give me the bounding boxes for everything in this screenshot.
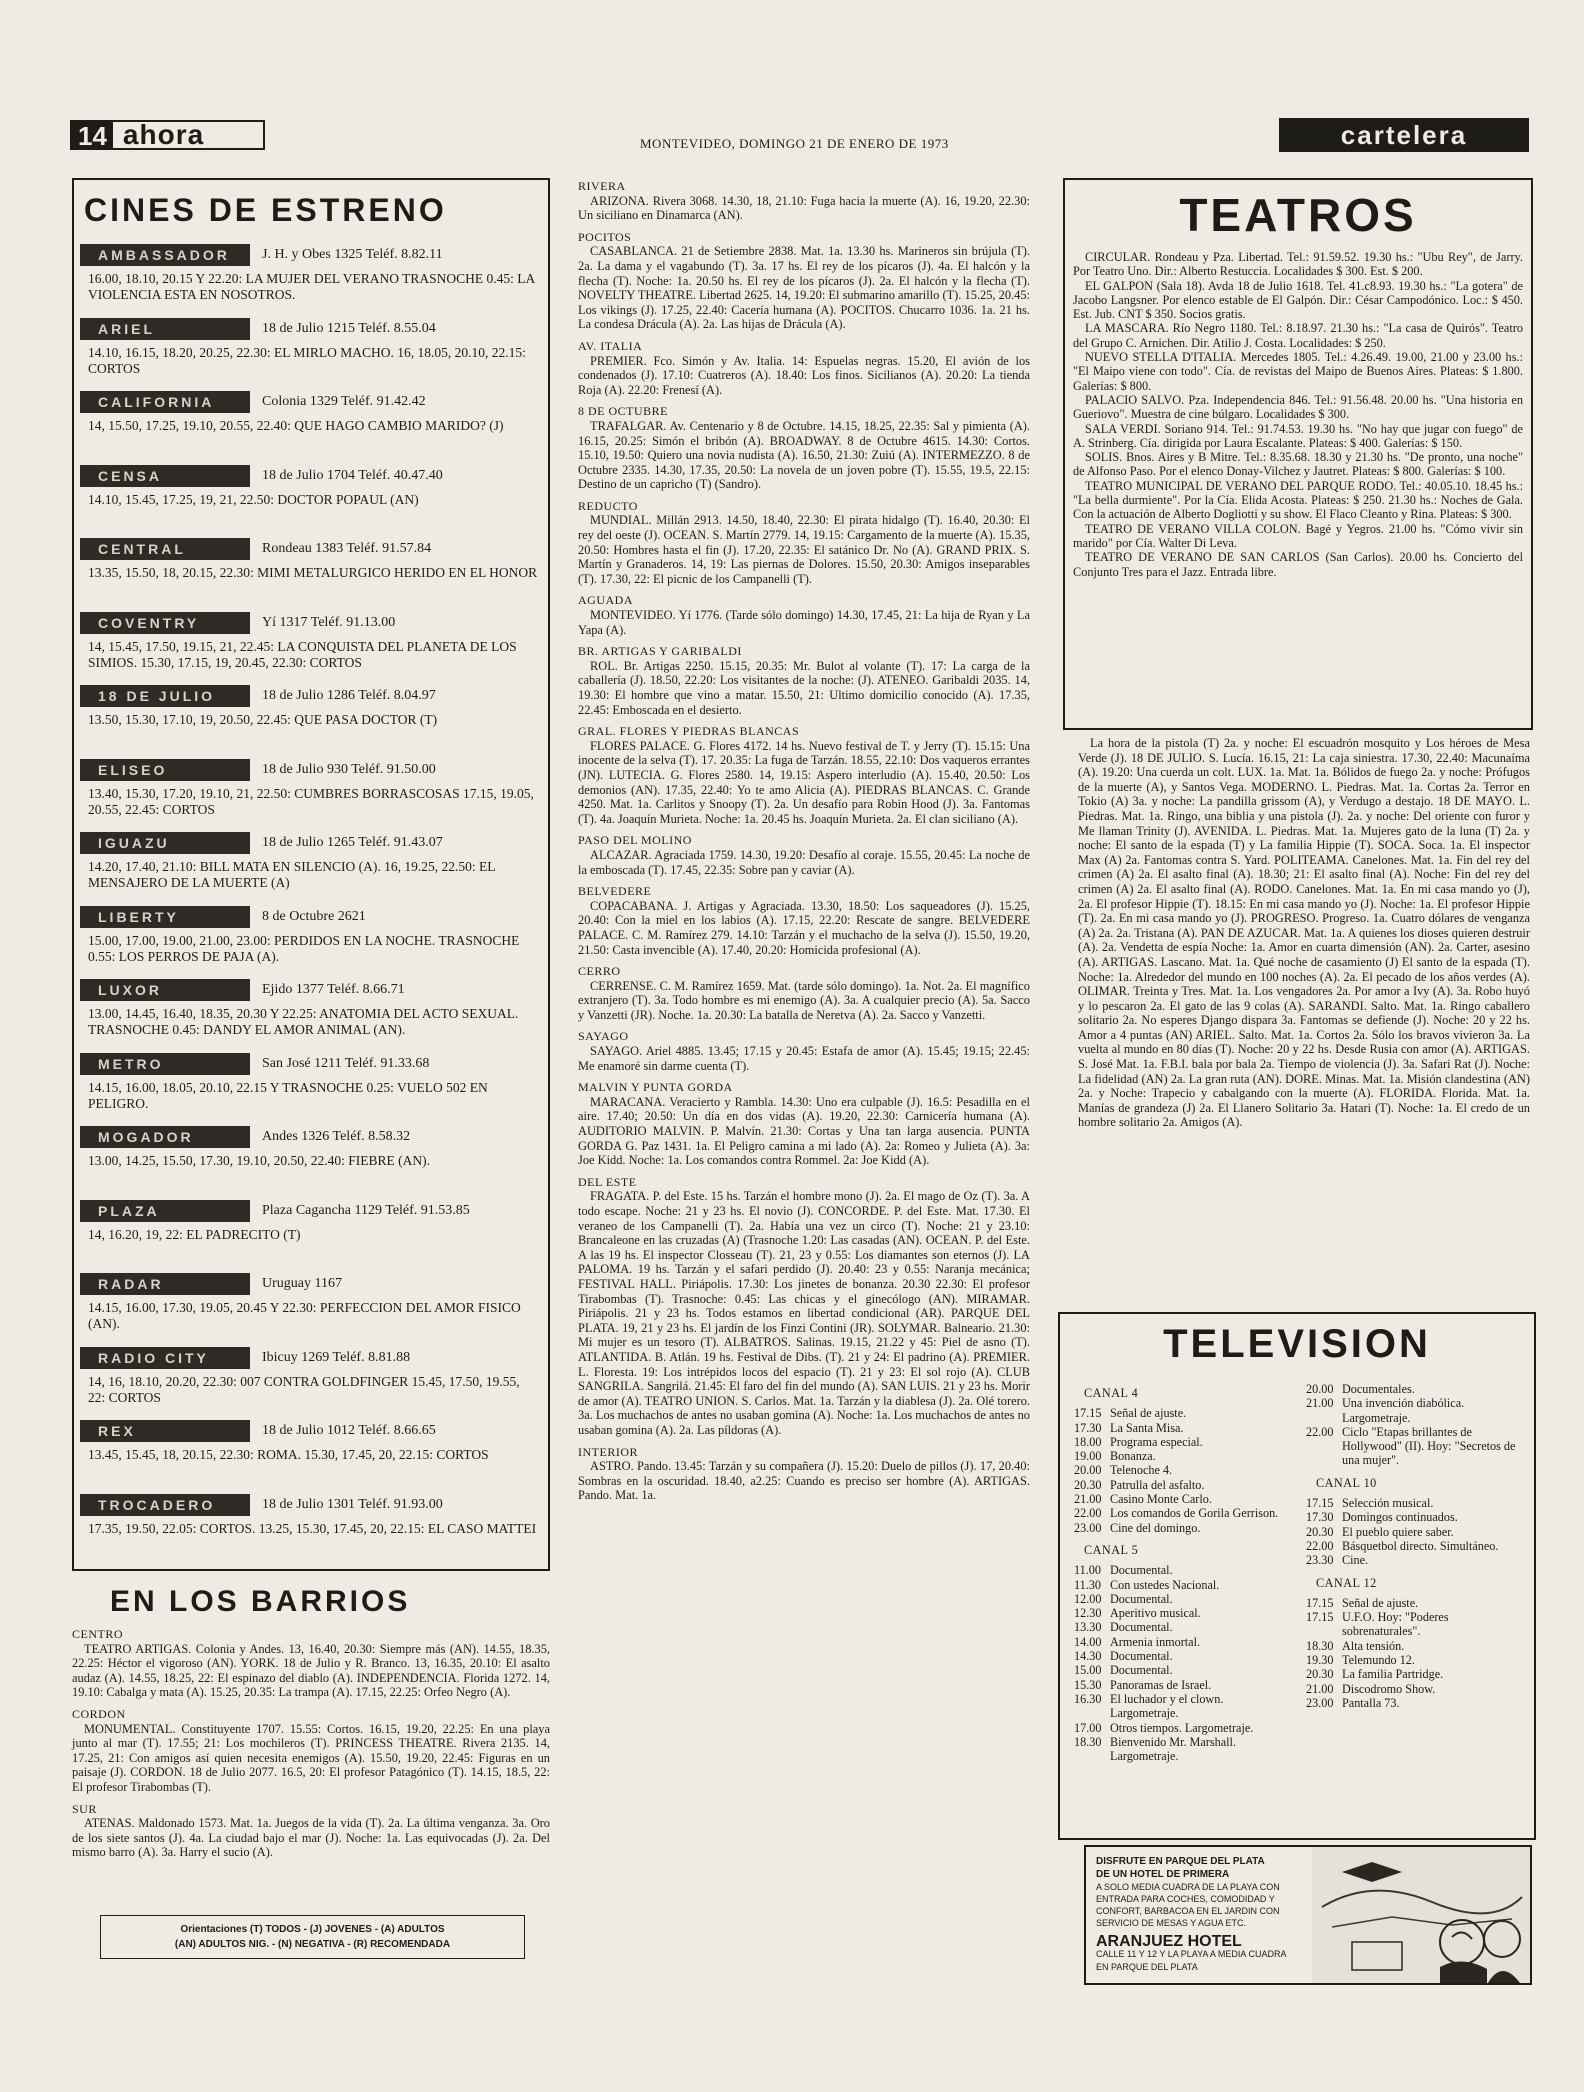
cine-schedule: 14, 16, 18.10, 20.20, 22.30: 007 CONTRA GOLDFINGER 15.45, 17.50, 19.55, 22: CORTOS (88, 1373, 520, 1405)
cine-name: AMBASSADOR (80, 244, 250, 266)
tv-program-row (1074, 1592, 1292, 1606)
tv-program: Pantalla 73. (1342, 1695, 1400, 1710)
tv-program: La familia Partridge. (1342, 1667, 1444, 1682)
tv-program: Armenia inmortal. (1110, 1634, 1201, 1649)
barrio-listing: FRAGATA. P. del Este. 15 hs. Tarzán el hombre mono (J). 2a. El mago de Oz (T). 3a. A todo escape. Noche: 21 y 23 hs. El novio (J). CONCORDE. P. del Este. Mat. 17.30. El veraneo de los Campanelli (T). 2a. Había una vez un circo (T). Noche: 21 y 23.10: Brancaleone en las cruzadas (A) (Trasnoche 1.20: Las casadas (AN). OCEAN. P. del Este. A las 19 hs. El inspector Closseau (T). 21, 23 y 0.55: Los diamantes son eternos (J). LA PALOMA. 19 hs. Tarzán y el safari perdido (J). 20.40: 23 y 0.55: Naranja mecánica; FESTIVAL HALL. Piriápolis. 17.30: Los jinetes de bonanza. 20.30 22.30: El profesor Tirabombas (T). Trasnoche: 0.45: Las chicas y el ginecólogo (AN). MIRAMAR. Piriápolis. 21 y 23 hs. Todos estamos en libertad condicional (AR). PARQUE DEL PLATA. 19, 21 y 23 hs. El jardín de los Finzi Contini (JR). SOLYMAR. Balneario. 21.30: Mi mujer es un tesoro (T). ALBATROS. Salinas. 19.15, 21.22 y 45: Piel de asno (T). ATLANTIDA. B. Atlán. 19 hs. Festival de Dibs. (T). 21 y 24: El padrino (A). PREMIER. L. Floresta. 19: Los intrépidos locos del espacio (T). 21 y 23: El sol rojo (A). CLUB SANGRILA. Sangrilá. 21.45: El faro del fin del mundo (A). SAN LUIS. 21 y 23 hs. Morir de amor (A). TEATRO UNION. S. Carlos. Mat. 1a. Tarzán y la diablesa (J). 2a. Olé torero. 3a. Los muchachos de antes no usaban gomina (A). Noche: 1a. Los muchachos de antes no usaban gomina (A). 2a. Las píldoras (A). (578, 1189, 1030, 1437)
tv-time: 22.00 (1074, 1506, 1102, 1521)
barrio-heading: CENTRO (72, 1627, 123, 1641)
barrio-listing: FLORES PALACE. G. Flores 4172. 14 hs. Nuevo festival de T. y Jerry (T). 15.15: Una inocente de la selva (T). 17. 20.35: La fuga de Tarzán. 18.55, 22.10: Dos vaqueros errantes (JN). LUTECIA. G. Flores 2580. 14, 19.15: Aspero interludio (A). 15.40, 20.50: Los demonios (AN). 17.35, 22.40: Yo te amo Alicia (A). PIEDRAS BLANCAS. C. Grande 4250. Mat. 1a. Carlitos y Snoopy (T). 2a. Un desafío para Robin Hood (J). 3a. Fantomas (T). 4a. Joaquín Murieta. Noche: 1a. 20.45 hs. Joaquín Murieta. 2a. El clan siciliano (A). (578, 738, 1030, 826)
tv-program-row (1306, 1425, 1524, 1468)
barrio-heading: AGUADA (578, 593, 633, 608)
cine-address: 18 de Julio 1704 Teléf. 40.47.40 (262, 467, 443, 483)
channel-4-heading: CANAL 4 (1084, 1386, 1139, 1400)
tv-program: Documental. (1110, 1663, 1173, 1678)
barrio-listing: SAYAGO. Ariel 4885. 13.45; 17.15 y 20.45: Estafa de amor (A). 15.45; 19.15; 22.45: Me enamoré sin darme cuenta (T). (578, 1044, 1030, 1073)
tv-program-row (1074, 1563, 1292, 1577)
tv-program-row (1306, 1667, 1524, 1681)
teatro-listing: EL GALPON (Sala 18). Avda 18 de Julio 1618. Tel. 41.c8.93. 19.30 hs.: "La gotera" de Jacobo Langsner. Por elenco estable de El Galpón. Dir.: César Campodónico. Loc.: $ 450. Est. Jub. CNT $ 350. Socios gratis. (1073, 278, 1523, 322)
dateline: MONTEVIDEO, DOMINGO 21 DE ENERO DE 1973 (640, 136, 949, 151)
cine-schedule: 13.35, 15.50, 18, 20.15, 22.30: MIMI METALURGICO HERIDO EN EL HONOR (88, 565, 538, 580)
cine-entry (74, 538, 548, 612)
tv-time: 20.00 (1306, 1382, 1334, 1396)
tv-program: El pueblo quiere saber. (1342, 1524, 1454, 1539)
tv-program-row (1074, 1735, 1292, 1764)
tv-time: 17.30 (1074, 1420, 1102, 1435)
ratings-legend (100, 1915, 525, 1959)
legend-line-2: (AN) ADULTOS NIG. - (N) NEGATIVA - (R) RECOMENDADA (174, 1939, 451, 1950)
barrio-heading: DEL ESTE (578, 1174, 637, 1189)
tv-program-row (1074, 1406, 1292, 1420)
tv-time: 20.30 (1306, 1667, 1334, 1682)
tv-program: Los comandos de Gorila Gerrison. (1110, 1506, 1279, 1521)
cine-name: IGUAZU (80, 832, 250, 854)
ad-location: EN PARQUE DEL PLATA (1096, 1962, 1198, 1972)
cine-entry (74, 1126, 548, 1200)
tv-time: 17.15 (1306, 1595, 1334, 1610)
tv-time: 17.15 (1074, 1406, 1102, 1421)
cine-address: J. H. y Obes 1325 Teléf. 8.82.11 (262, 247, 443, 262)
cine-schedule: 14, 16.20, 19, 22: EL PADRECITO (T) (88, 1226, 301, 1242)
tv-time: 18.30 (1074, 1734, 1102, 1749)
barrio-listing: TEATRO ARTIGAS. Colonia y Andes. 13, 16.40, 20.30: Siempre más (AN). 14.55, 18.35, 22.25: Héctor el vigoroso (AN). YORK. 18 de Julio y R. Branco. 13, 16.35, 20.10: El asalto audaz (A). 14.55, 18.25, 22: El espinazo del diablo (A). INDEPENDENCIA. Florida 1272. 14, 19.10: Cabalga y mata (A). 15.25, 20.35: La trampa (A). 17.15, 22.25: Orfeo Negro (A). (72, 1641, 550, 1700)
cine-entry (74, 1347, 548, 1421)
cine-entry (74, 1273, 548, 1347)
barrio-listing: MONTEVIDEO. Yí 1776. (Tarde sólo domingo) 14.30, 17.45, 21: La hija de Ryan y La Yapa (A). (578, 608, 1030, 637)
tv-program: U.F.O. Hoy: "Poderes sobrenaturales". (1342, 1610, 1449, 1639)
tv-time: 17.15 (1306, 1610, 1334, 1625)
tv-time: 23.30 (1306, 1553, 1334, 1568)
tv-program: Con ustedes Nacional. (1110, 1577, 1220, 1592)
cine-name: ELISEO (80, 759, 250, 781)
cine-schedule: 14.20, 17.40, 21.10: BILL MATA EN SILENCIO (A). 16, 19.25, 22.50: EL MENSAJERO DE LA MUERTE (A) (88, 859, 496, 890)
tv-program-row (1074, 1620, 1292, 1634)
tv-time: 14.00 (1074, 1634, 1102, 1649)
barrios-title: EN LOS BARRIOS (110, 1585, 411, 1618)
tv-program: Bonanza. (1110, 1449, 1156, 1464)
cine-name: RADAR (80, 1273, 250, 1295)
cine-schedule: 14, 15.45, 17.50, 19.15, 21, 22.45: LA CONQUISTA DEL PLANETA DE LOS SIMIOS. 15.30, 17.15, 19, 20.45, 22.30: CORTOS (88, 638, 517, 670)
barrio-listing: TRAFALGAR. Av. Centenario y 8 de Octubre. 14.15, 18.25, 22.35: Sal y pimienta (A). 16.15, 20.25: Simón el bribón (A). BROADWAY. 8 de Octubre 4615. 14.30: Cortos. 15.10, 19.50: Quiero una novia nudista (A). 16.50, 21.30: Zuiú (A). INTERMEZZO. 8 de Octubre 2335. 14.30, 17.35, 20.50: La novela de un joven pobre (T). 15.55, 19.5, 22.15: Destino de un capricho (T) (Sandro). (578, 418, 1030, 492)
tv-program: Selección musical. (1342, 1496, 1434, 1511)
barrio-heading: SAYAGO (578, 1029, 629, 1044)
cine-entry (74, 465, 548, 539)
tv-program-row (1306, 1653, 1524, 1667)
tv-column-right (1306, 1382, 1524, 1763)
aranjuez-hotel-ad (1084, 1845, 1532, 1985)
tv-time: 15.30 (1074, 1677, 1102, 1692)
television-title: TELEVISION (1163, 1322, 1431, 1366)
cine-name: CALIFORNIA (80, 391, 250, 413)
cine-address: Uruguay 1167 (262, 1276, 342, 1291)
tv-program-row (1306, 1596, 1524, 1610)
tv-column-left (1074, 1382, 1292, 1763)
cine-entry (74, 391, 548, 465)
tv-program-row (1074, 1635, 1292, 1649)
tv-program-row (1074, 1435, 1292, 1449)
tv-program-row (1074, 1463, 1292, 1477)
teatro-listing: SALA VERDI. Soriano 914. Tel.: 91.74.53. 19.30 hs. "No hay que jugar con fuego" de A. Strinberg. Cía. dirigida por Laura Escalante. Plateas: $ 400. Galerías: $ 150. (1073, 421, 1523, 450)
tv-program: La Santa Misa. (1110, 1420, 1184, 1435)
cine-address: Rondeau 1383 Teléf. 91.57.84 (262, 541, 432, 556)
tv-time: 16.30 (1074, 1691, 1102, 1706)
cine-entry (74, 1494, 548, 1568)
tv-program-row (1306, 1510, 1524, 1524)
barrio-listing: ROL. Br. Artigas 2250. 15.15, 20.35: Mr. Bulot al volante (T). 17: La carga de la caballería (J). 18.50, 22.20: Los visitantes de la noche: (J). ATENEO. Garibaldi 2035. 14, 19.30: El hombre que vino a matar. 15.50, 21: Ultimo domicilio conocido (A). 17.35, 22.45: Emboscada en el desierto. (578, 658, 1030, 717)
barrio-listing: ATENAS. Maldonado 1573. Mat. 1a. Juegos de la vida (T). 2a. La última venganza. 3a. Oro de los siete santos (J). 4a. La ciudad bajo el mar (J). Noche: 1a. Las equivocadas (J). 2a. Del mismo barro (A). 3a. Harry el sucio (A). (72, 1816, 550, 1860)
tv-program-row (1306, 1610, 1524, 1639)
tv-program: Domingos continuados. (1342, 1510, 1458, 1525)
barrio-heading: CERRO (578, 964, 621, 979)
tv-program-row (1074, 1449, 1292, 1463)
tv-program-row (1074, 1692, 1292, 1721)
teatro-listing: TEATRO DE VERANO VILLA COLON. Bagé y Yegros. 21.00 hs. "Cómo vivir sin marido" por Cía. Walter Di Leva. (1073, 521, 1523, 550)
barrio-listing: ALCAZAR. Agraciada 1759. 14.30, 19.20: Desafío al coraje. 15.55, 20.45: La noche de la emboscada (T). 17.45, 22.35: Sobre pan y caviar (A). (578, 847, 1030, 877)
teatro-listing: TEATRO DE VERANO DE SAN CARLOS (San Carlos). 20.00 hs. Concierto del Conjunto Tres para el Jazz. Entrada libre. (1073, 550, 1523, 579)
tv-program-row (1074, 1478, 1292, 1492)
barrio-heading: MALVIN Y PUNTA GORDA (578, 1080, 733, 1095)
tv-time: 14.30 (1074, 1649, 1102, 1664)
barrio-listing: CASABLANCA. 21 de Setiembre 2838. Mat. 1a. 13.30 hs. Marineros sin brújula (T). 2a. La dama y el vagabundo (T). 3a. 17 hs. El rey de los pícaros (J). 4a. El halcón y la flecha (T). Noche: 1a. 20.50 hs. El rey de los pícaros (J). 2a. El halcón y la flecha (T). NOVELTY THEATRE. Libertad 2625. 14, 19.20: El submarino amarillo (T). 15.25, 20.45: Los vikings (J). 17.25, 22.40: Cacería humana (A). POCITOS. Chucarro 1036. 1a. 21 hs. La condesa Drácula (A). 2a. Las hijas de Drácula (A). (578, 244, 1030, 332)
cine-name: TROCADERO (80, 1494, 250, 1516)
barrio-listing: MARACANA. Veracierto y Rambla. 14.30: Uno era culpable (J). 16.5: Pesadilla en el aire. 17.40; 20.50: Un día en dos vidas (A). 19.20, 22.30: Carnicería humana (A). AUDITORIO MALVIN. P. Malvín. 21.30: Cortas y Una tan larga ausencia. PUNTA GORDA G. Paz 1431. 1a. El Peligro camina a mi lado (A). 2a: Romeo y Julieta (A). 3a: Joe Kidd. Noche: 1a. Los comandos contra Rommel. 2a: Joe Kidd (A). (578, 1094, 1030, 1168)
tv-program-row (1074, 1521, 1292, 1535)
cine-name: 18 DE JULIO (80, 685, 250, 707)
cine-name: CENTRAL (80, 538, 250, 560)
interior-continuation: La hora de la pistola (T) 2a. y noche: El escuadrón mosquito y Los héroes de Mesa Verde (J). 18 DE JULIO. S. Lucía. 16.15, 21: La caja siniestra. 17.30, 22.40: Macunaíma (A). 19.20: Una cuerda un colt. LUX. 1a. Mat. 1a. Bólidos de fuego 2a. y noche: Prófugos de la muerte (A), y Santos Vega. MODERNO. L. Piedras. Mat. 1a. Cortas 2a. Terror en Tokio (A) 3a. y noche: La pandilla grissom (A), y Verdugo a destajo. 18 DE MAYO. L. Piedras. Mat. 1a. Ringo, una biblia y una pistola (J). 2a. y noche: Del oriente con furor y Me llaman Trinity (J). AVENIDA. L. Piedras. Mat. 1a. Mujeres gato de la luna (T) 2a. y noche: El santo de la espada (T) y La familia Hippie (T). SOCA. Soca. 1a. El inspector Max (A) 2a. Fantomas contra S. Yard. POLITEAMA. Canelones. Mat. 1a. Fin del rey del crimen (A) 2a. El asalto final (A). 18.30; 21: El asalto final (A). Noche: Fin del rey del crimen (A) 2a. El asalto final (A). RODO. Canelones. Mat. 1a. En mi casa mando yo (J), 2a. El profesor Hippie (T). 18.15: En mi casa mando yo (J). Noche: 1a. El profesor Hippie (T). 2a. En mi casa mando yo (J). PROGRESO. Progreso. 1a. Cuatro dólares de venganza (A) 2a. 2a. Tristana (A). PAN DE AZUCAR. Mat. 1a. A quienes los dioses quieren destruir (A). 2a. Vendetta de espía Noche: 1a. Amor en cuarta dimensión (AN). 2a. Carter, asesino (A). ARTIGAS. Lascano. Mat. 1a. Qué noche de casamiento (J) El santo de la espada (T). Noche: 1a. Alrededor del mundo en 100 noches (A). 2a. El pecado de los años verdes (A). OLIMAR. Treinta y Tres. Mat. 1a. Los vengadores 2a. Por amor a Ivy (A). 3a. Robo huyó y lo pescaron 2a. El gato de las 9 colas (A). SARANDI. Salto. Mat. 1a. Ringo caballero solitario 2a. No esperes Django dispara 3a. Fantomas se defiende (J). Noche: 20 y 22 hs. Amor a 4 puntas (AN) ARIEL. Salto. Mat. 1a. Cortos 2a. Sólo los bravos vivieron 3a. La vuelta al mundo en 80 días (T). Noche: 20 y 22 hs. Desde Rusia con amor (A). ARTIGAS. S. José Mat. 1a. F.B.I. bala por bala 2a. Tiempo de violencia (J). 3a. Safari Rat (J). Noche: La fidelidad (AN) 2a. La gran ruta (AN). DORE. Minas. Mat. 1a. Misión clandestina (AN) 2a. y Noche: Trapecio y cabalgando con la muerte (A). FLORIDA. Florida. Mat. 1a. Manías de grandeza (J) 2a. El Llanero Solitario 3a. Hatari (T). Noche: 1a. El credo de un hombre solitario 2a. Amigos (A). (1078, 736, 1530, 1130)
tv-program-row (1074, 1721, 1292, 1735)
cine-name: RADIO CITY (80, 1347, 250, 1369)
paper-name: ahora (122, 119, 205, 150)
barrio-heading: PASO DEL MOLINO (578, 833, 692, 848)
teatro-listing: PALACIO SALVO. Pza. Independencia 846. Tel.: 91.56.48. 20.00 hs. "Una historia en Gueriovo". Muestra de cine búlgaro. Localidades $ 300. (1073, 392, 1523, 422)
tv-program-row (1074, 1678, 1292, 1692)
tv-program: Documental. (1110, 1620, 1173, 1635)
barrio-heading: SUR (72, 1801, 97, 1816)
cines-title: CINES DE ESTRENO (84, 192, 447, 228)
channel-10-heading: CANAL 10 (1316, 1475, 1377, 1490)
channel-12-heading: CANAL 12 (1316, 1575, 1377, 1590)
tv-time: 11.00 (1074, 1563, 1101, 1578)
cine-name: REX (80, 1420, 250, 1442)
tv-program: Básquetbol directo. Simultáneo. (1342, 1538, 1499, 1553)
tv-program: Casino Monte Carlo. (1110, 1492, 1212, 1507)
ad-body: A SOLO MEDIA CUADRA DE LA PLAYA CON ENTRADA PARA COCHES, COMODIDAD Y CONFORT, BARBACOA EN EL JARDIN CON SERVICIO DE MESAS Y AGUA ETC. (1096, 1882, 1280, 1928)
cine-address: 8 de Octubre 2621 (262, 908, 366, 924)
tv-program-row (1306, 1496, 1524, 1510)
tv-program: Documental. (1110, 1649, 1173, 1664)
legend-line-1: Orientaciones (T) TODOS - (J) JOVENES - (A) ADULTOS (180, 1924, 445, 1935)
cine-address: 18 de Julio 930 Teléf. 91.50.00 (262, 761, 436, 777)
cine-name: MOGADOR (80, 1126, 250, 1148)
tv-time: 21.00 (1306, 1681, 1334, 1696)
barrio-heading: REDUCTO (578, 498, 638, 513)
tv-program: Una invención diabólica. Largometraje. (1342, 1396, 1465, 1425)
page-number: 14 (72, 122, 113, 148)
cine-entry (74, 1420, 548, 1494)
tv-program: Ciclo "Etapas brillantes de Hollywood" (II). Hoy: "Secretos de una mujer". (1342, 1424, 1516, 1468)
cine-address: Yí 1317 Teléf. 91.13.00 (262, 614, 396, 630)
cine-schedule: 13.00, 14.45, 16.40, 18.35, 20.30 Y 22.25: ANATOMIA DEL ACTO SEXUAL. TRASNOCHE 0.45: DANDY EL AMOR ANIMAL (AN). (88, 1006, 519, 1037)
tv-program: Otros tiempos. Largometraje. (1110, 1720, 1254, 1735)
teatro-listing: SOLIS. Bnos. Aires y B Mitre. Tel.: 8.35.68. 18.30 y 21.30 hs. "De pronto, una noche" de Alfonso Paso. Por el elenco Donay-Vilchez y Jautret. Plateas: $ 800. Galerías: $ 100. (1073, 450, 1523, 479)
tv-program-row (1074, 1421, 1292, 1435)
barrio-listing: MONUMENTAL. Constituyente 1707. 15.55: Cortos. 16.15, 19.20, 22.25: En una playa junto al mar (T). 17.55; 21: Los mochileros (T). PRINCESS THEATRE. Rivera 2135. 14, 17.25, 21: Con amigos así quien necesita enemigos (A). 15.50, 19.20, 22.45: Figuras en un paisaje (J). CORDON. 18 de Julio 2077. 16.5, 20: El profesor Patagónico (T). 14.15, 18.5, 22: El profesor Tirabombas (T). (72, 1721, 550, 1794)
cine-schedule: 13.50, 15.30, 17.10, 19, 20.50, 22.45: QUE PASA DOCTOR (T) (88, 712, 438, 727)
cine-schedule: 13.40, 15.30, 17.20, 19.10, 21, 22.50: CUMBRES BORRASCOSAS 17.15, 19.05, 20.55, 22.45: CORTOS (88, 785, 534, 817)
tv-program: Bienvenido Mr. Marshall. Largometraje. (1110, 1734, 1236, 1764)
barrio-listing: ASTRO. Pando. 13.45: Tarzán y su compañera (J). 15.20: Duelo de pillos (J). 17, 20.40: Sombras en la oscuridad. 18.40, a2.25: Cuando es preciso ser hombre (A). ARTIGAS. Pando. Mat. 1a. (578, 1459, 1030, 1503)
tv-program-row (1306, 1553, 1524, 1567)
cine-name: LIBERTY (80, 906, 250, 928)
tv-time: 17.30 (1306, 1510, 1334, 1525)
barrio-heading: 8 DE OCTUBRE (578, 404, 668, 419)
cine-address: 18 de Julio 1286 Teléf. 8.04.97 (262, 688, 436, 703)
cine-schedule: 14.10, 15.45, 17.25, 19, 21, 22.50: DOCTOR POPAUL (AN) (88, 491, 419, 507)
tv-time: 22.00 (1306, 1538, 1334, 1553)
tv-program-row (1074, 1606, 1292, 1620)
tv-program: Señal de ajuste. (1342, 1595, 1419, 1610)
tv-time: 23.00 (1074, 1520, 1102, 1535)
tv-program: Señal de ajuste. (1110, 1406, 1187, 1421)
tv-program-row (1306, 1639, 1524, 1653)
tv-program-row (1074, 1649, 1292, 1663)
cine-entry (74, 685, 548, 759)
section-label: cartelera (1279, 118, 1529, 152)
ad-headline-2: DE UN HOTEL DE PRIMERA (1096, 1869, 1230, 1880)
barrio-heading: RIVERA (578, 179, 626, 193)
channel-5-heading: CANAL 5 (1084, 1542, 1139, 1557)
teatro-listing: NUEVO STELLA D'ITALIA. Mercedes 1805. Tel.: 4.26.49. 19.00, 21.00 y 23.00 hs.: "El Maipo viene con todo". Cía. de revistas del Maipo de Buenos Aires. Plateas: $ 1.800. Galerías: $ 800. (1073, 350, 1523, 393)
tv-program-row (1306, 1525, 1524, 1539)
ad-address: CALLE 11 Y 12 Y LA PLAYA A MEDIA CUADRA (1096, 1949, 1287, 1959)
tv-program: Discodromo Show. (1342, 1681, 1436, 1696)
tv-time: 18.00 (1074, 1434, 1102, 1449)
tv-program-row (1306, 1682, 1524, 1696)
barrios-column-right (1078, 736, 1530, 1130)
cine-address: 18 de Julio 1012 Teléf. 8.66.65 (262, 1423, 436, 1438)
tv-time: 18.30 (1306, 1638, 1334, 1653)
barrios-column-middle (578, 172, 1030, 1503)
tv-time: 12.30 (1074, 1606, 1102, 1621)
tv-program-row (1306, 1382, 1524, 1396)
tv-program: Patrulla del asfalto. (1110, 1477, 1205, 1492)
tv-program-row (1074, 1663, 1292, 1677)
tv-time: 12.00 (1074, 1591, 1102, 1606)
barrios-column-left (72, 1620, 550, 1860)
cine-name: ARIEL (80, 318, 250, 340)
tv-time: 20.30 (1306, 1524, 1334, 1539)
cine-schedule: 14, 15.50, 17.25, 19.10, 20.55, 22.40: QUE HAGO CAMBIO MARIDO? (J) (88, 418, 504, 433)
teatros-box (1063, 178, 1533, 730)
cine-schedule: 16.00, 18.10, 20.15 Y 22.20: LA MUJER DEL VERANO TRASNOCHE 0.45: LA VIOLENCIA ESTA EN NOSOTROS. (88, 271, 535, 302)
cine-schedule: 15.00, 17.00, 19.00, 21.00, 23.00: PERDIDOS EN LA NOCHE. TRASNOCHE 0.55: LOS PERROS DE PAJA (A). (88, 932, 520, 964)
cine-name: METRO (80, 1053, 250, 1075)
teatros-title: TEATROS (1179, 189, 1417, 241)
barrio-heading: GRAL. FLORES Y PIEDRAS BLANCAS (578, 724, 800, 739)
tv-time: 23.00 (1306, 1695, 1334, 1710)
tv-program: El luchador y el clown. Largometraje. (1110, 1691, 1224, 1721)
cine-entry (74, 318, 548, 392)
tv-program: Telenoche 4. (1110, 1463, 1173, 1478)
cine-address: Ibicuy 1269 Teléf. 8.81.88 (262, 1349, 411, 1365)
cine-entry (74, 979, 548, 1053)
tv-program: Documental. (1110, 1591, 1173, 1606)
cine-schedule: 17.35, 19.50, 22.05: CORTOS. 13.25, 15.30, 17.45, 20, 22.15: EL CASO MATTEI (88, 1520, 537, 1536)
cine-address: Andes 1326 Teléf. 8.58.32 (262, 1129, 411, 1144)
tv-time: 22.00 (1306, 1424, 1334, 1439)
barrio-listing: COPACABANA. J. Artigas y Agraciada. 13.30, 18.50: Los saqueadores (J). 15.25, 20.40: Con la miel en los labios (A). 17.15, 22.20: Rescate de sangre. BELVEDERE PALACE. C. M. Ramírez 279. 14.10: Tarzán y el muchacho de la selva (J). 15.50, 19.20, 21.50: Casta invencible (A). 17.40, 20.20: Homicida profesional (A). (578, 898, 1030, 957)
cine-address: Colonia 1329 Teléf. 91.42.42 (262, 394, 426, 409)
teatro-listing: LA MASCARA. Río Negro 1180. Tel.: 8.18.97. 21.30 hs.: "La casa de Quirós". Teatro del Grupo C. Arnichen. Dir. Atilio J. Costa. Localidades: $ 250. (1073, 321, 1523, 350)
ad-illustration (1312, 1847, 1530, 1983)
barrio-heading: POCITOS (578, 229, 632, 244)
cine-schedule: 14.15, 16.00, 18.05, 20.10, 22.15 Y TRASNOCHE 0.25: VUELO 502 EN PELIGRO. (88, 1079, 488, 1111)
tv-time: 21.00 (1074, 1492, 1102, 1507)
cine-address: 18 de Julio 1215 Teléf. 8.55.04 (262, 320, 436, 336)
teatro-listing: CIRCULAR. Rondeau y Pza. Libertad. Tel.: 91.59.52. 19.30 hs.: "Ubu Rey", de Jarry. Por Teatro Uno. Dir.: Alberto Restuccia. Localidades $ 300. Est. $ 200. (1073, 250, 1523, 279)
barrio-heading: BELVEDERE (578, 884, 652, 899)
tv-time: 17.15 (1306, 1496, 1334, 1511)
ad-headline-1: DISFRUTE EN PARQUE DEL PLATA (1096, 1856, 1265, 1867)
tv-program: Documentales. (1342, 1382, 1415, 1396)
cine-address: San José 1211 Teléf. 91.33.68 (262, 1055, 430, 1071)
tv-time: 21.00 (1306, 1396, 1334, 1411)
cine-name: PLAZA (80, 1200, 250, 1222)
tv-program: Telemundo 12. (1342, 1653, 1415, 1668)
cine-entry (74, 906, 548, 980)
cine-name: LUXOR (80, 979, 250, 1001)
tv-program-row (1074, 1578, 1292, 1592)
cine-address: 18 de Julio 1265 Teléf. 91.43.07 (262, 835, 443, 850)
cine-entry (74, 1200, 548, 1274)
cine-entry (74, 759, 548, 833)
tv-program: Panoramas de Israel. (1110, 1677, 1212, 1692)
cine-entry (74, 1053, 548, 1127)
tv-program-row (1074, 1506, 1292, 1520)
tv-time: 19.00 (1074, 1449, 1102, 1464)
cine-address: Plaza Cagancha 1129 Teléf. 91.53.85 (262, 1202, 470, 1218)
cine-schedule: 14.15, 16.00, 17.30, 19.05, 20.45 Y 22.30: PERFECCION DEL AMOR FISICO (AN). (88, 1300, 521, 1331)
barrio-heading: AV. ITALIA (578, 338, 643, 353)
cine-entry (74, 612, 548, 686)
tv-time: 20.00 (1074, 1463, 1102, 1478)
tv-program: Documental. (1110, 1563, 1173, 1578)
barrio-listing: ARIZONA. Rivera 3068. 14.30, 18, 21.10: Fuga hacia la muerte (A). 16, 19.20, 22.30: Un siciliano en Dinamarca (AN). (578, 193, 1030, 223)
tv-time: 11.30 (1074, 1577, 1101, 1592)
cines-de-estreno-box (72, 178, 550, 1571)
cine-entry (74, 244, 548, 318)
tv-time: 17.00 (1074, 1720, 1102, 1735)
cine-schedule: 13.00, 14.25, 15.50, 17.30, 19.10, 20.50, 22.40: FIEBRE (AN). (88, 1153, 430, 1168)
tv-program-row (1306, 1696, 1524, 1710)
tv-program-row (1074, 1492, 1292, 1506)
page-number-box (70, 120, 265, 150)
tv-program-row (1306, 1539, 1524, 1553)
cine-schedule: 14.10, 16.15, 18.20, 20.25, 22.30: EL MIRLO MACHO. 16, 18.05, 20.10, 22.15: CORTOS (88, 344, 526, 376)
barrio-listing: PREMIER. Fco. Simón y Av. Italia. 14: Espuelas negras. 15.20, El avión de los condenados (J). 17.10: Cuatreros (A). 18.40: Los finos. Sicilianos (A). 20.20: La tienda Roja (A). 22.20: Frenesí (A). (578, 353, 1030, 397)
cine-entry (74, 832, 548, 906)
cine-name: CENSA (80, 465, 250, 487)
barrio-heading: CORDON (72, 1706, 126, 1721)
cine-address: Ejido 1377 Teléf. 8.66.71 (262, 982, 405, 997)
barrio-listing: MUNDIAL. Millán 2913. 14.50, 18.40, 22.30: El pirata hidalgo (T). 16.40, 20.30: El rey del oeste (J). OCEAN. S. Martín 2779. 14, 19.15: Cargamento de la muerte (A). 15.35, 20.50: Hombres hasta el fin (J). 17.20, 22.35: El satánico Dr. No (A). GRAND PRIX. S. Martín y Granaderos. 14, 19: Las piernas de Dolores. 15.50, 20.30: Amigos inseparables (T). 17.30, 22: El picnic de los Campanelli (T). (578, 513, 1030, 586)
barrio-listing: CERRENSE. C. M. Ramírez 1659. Mat. (tarde sólo domingo). 1a. Not. 2a. El magnífico extranjero (T). 3a. Todo hombre es mi enemigo (A). 3a. A cualquier precio (A). 5a. Sacco y Vanzetti (JR). Noche. 1a. 20.30: La batalla de Neretva (A). 2a. Sacco y Vanzetti. (578, 978, 1030, 1022)
cine-list (74, 244, 548, 1567)
tv-time: 20.30 (1074, 1477, 1102, 1492)
tv-program: Alta tensión. (1342, 1638, 1405, 1653)
tv-time: 13.30 (1074, 1620, 1102, 1635)
tv-time: 19.30 (1306, 1653, 1334, 1668)
cine-schedule: 13.45, 15.45, 18, 20.15, 22.30: ROMA. 15.30, 17.45, 20, 22.15: CORTOS (88, 1447, 489, 1462)
tv-time: 15.00 (1074, 1663, 1102, 1678)
teatros-list (1065, 250, 1531, 579)
tv-program: Programa especial. (1110, 1434, 1203, 1449)
barrio-heading: INTERIOR (578, 1444, 638, 1459)
cine-address: 18 de Julio 1301 Teléf. 91.93.00 (262, 1496, 443, 1512)
teatro-listing: TEATRO MUNICIPAL DE VERANO DEL PARQUE RODO. Tel.: 40.05.10. 18.45 hs.: "La bella durmiente". Por la Cía. Elida Acosta. Plateas: $ 250. 21.30 hs.: Noches de Gala. Con la actuación de Alberto Dogliotti y su show. El Flaco Cleanto y Rina. Plateas: $ 300. (1073, 478, 1523, 522)
cine-name: COVENTRY (80, 612, 250, 634)
tv-program-row (1306, 1396, 1524, 1425)
tv-program: Cine. (1342, 1553, 1369, 1568)
television-box (1058, 1312, 1536, 1840)
tv-program: Aperitivo musical. (1110, 1606, 1201, 1621)
barrio-heading: BR. ARTIGAS Y GARIBALDI (578, 644, 742, 659)
tv-program: Cine del domingo. (1110, 1520, 1201, 1535)
ad-hotel-name: ARANJUEZ HOTEL (1096, 1933, 1242, 1950)
